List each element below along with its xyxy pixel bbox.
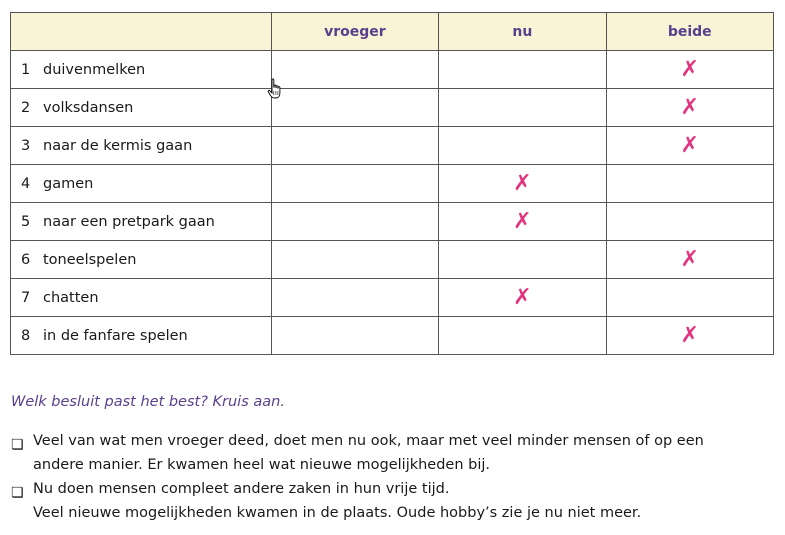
cell-beide[interactable]: [606, 279, 773, 317]
table-row: [11, 89, 774, 127]
header-vroeger: vroeger: [271, 13, 438, 51]
row-number: 1: [21, 61, 31, 78]
cell-beide[interactable]: [606, 203, 773, 241]
cell-beide[interactable]: ✗: [606, 51, 773, 89]
checkbox-icon[interactable]: ❏: [11, 437, 24, 453]
cell-beide[interactable]: ✗: [606, 241, 773, 279]
row-number: 6: [21, 251, 31, 268]
row-activity: duivenmelken: [43, 61, 146, 78]
table-row: [11, 203, 774, 241]
table-row: [11, 279, 774, 317]
row-number: 8: [21, 327, 31, 344]
row-activity: toneelspelen: [43, 251, 137, 268]
cell-nu[interactable]: ✗: [439, 279, 606, 317]
option-1-text: Veel van wat men vroeger deed, doet men nu ook, maar met veel minder mensen of op een andere manier. Er kwamen heel wat nieuwe mogelijkheden bij.: [33, 433, 704, 473]
row-number: 4: [21, 175, 31, 192]
cell-nu[interactable]: ✗: [439, 203, 606, 241]
cell-vroeger[interactable]: [271, 89, 438, 127]
header-nu: nu: [439, 13, 606, 51]
cell-beide[interactable]: ✗: [606, 89, 773, 127]
row-activity: gamen: [43, 175, 94, 192]
row-label: [11, 279, 272, 317]
row-activity: chatten: [43, 289, 99, 306]
option-1[interactable]: [11, 429, 753, 477]
row-activity: in de fanfare spelen: [43, 327, 188, 344]
row-label: [11, 89, 272, 127]
row-label: [11, 317, 272, 355]
cell-vroeger[interactable]: [271, 203, 438, 241]
cell-vroeger[interactable]: [271, 241, 438, 279]
cell-nu[interactable]: [439, 317, 606, 355]
table-row: [11, 317, 774, 355]
cell-vroeger[interactable]: [271, 165, 438, 203]
cell-beide[interactable]: ✗: [606, 127, 773, 165]
cell-nu[interactable]: [439, 241, 606, 279]
row-activity: naar de kermis gaan: [43, 137, 193, 154]
cell-nu[interactable]: [439, 51, 606, 89]
row-number: 2: [21, 99, 31, 116]
cell-nu[interactable]: ✗: [439, 165, 606, 203]
hand-pointer-icon: [267, 78, 283, 100]
cell-nu[interactable]: [439, 127, 606, 165]
cell-vroeger[interactable]: [271, 279, 438, 317]
row-number: 5: [21, 213, 31, 230]
row-label: [11, 127, 272, 165]
option-2[interactable]: [11, 477, 753, 525]
row-label: [11, 165, 272, 203]
row-activity: volksdansen: [43, 99, 134, 116]
row-number: 7: [21, 289, 31, 306]
header-row: [11, 13, 774, 51]
option-2-text-continued: Veel nieuwe mogelijkheden kwamen in de plaats. Oude hobby’s zie je nu niet meer.: [33, 505, 642, 521]
row-label: [11, 203, 272, 241]
table-row: [11, 241, 774, 279]
header-blank: [11, 13, 272, 51]
row-activity: naar een pretpark gaan: [43, 213, 215, 230]
row-number: 3: [21, 137, 31, 154]
cell-nu[interactable]: [439, 89, 606, 127]
table-row: [11, 51, 774, 89]
cell-vroeger[interactable]: [271, 317, 438, 355]
question-text: Welk besluit past het best? Kruis aan.: [11, 394, 285, 410]
answer-table: [10, 12, 774, 355]
cell-beide[interactable]: [606, 165, 773, 203]
cell-beide[interactable]: ✗: [606, 317, 773, 355]
cell-vroeger[interactable]: [271, 51, 438, 89]
checkbox-icon[interactable]: ❏: [11, 485, 24, 501]
row-label: [11, 51, 272, 89]
row-label: [11, 241, 272, 279]
option-2-text: Nu doen mensen compleet andere zaken in hun vrije tijd.: [33, 481, 450, 497]
table-row: [11, 127, 774, 165]
cell-vroeger[interactable]: [271, 127, 438, 165]
table-row: [11, 165, 774, 203]
header-beide: beide: [606, 13, 773, 51]
